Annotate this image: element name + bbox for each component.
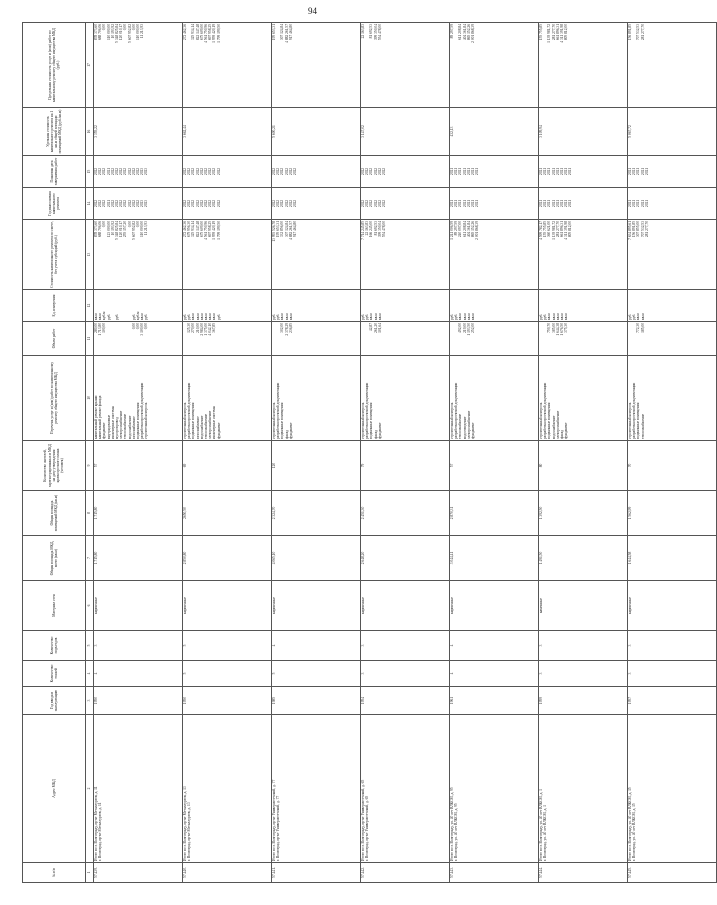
floors-cell: 3 xyxy=(628,661,717,687)
premises-area-cell: 2 324,70 xyxy=(272,491,361,536)
volume-cell: 772,30 185,00 xyxy=(628,322,717,356)
header-row xyxy=(23,23,86,883)
volume-cell: 125,30 270,00 210,00 2 984,00 1 375,00 4 042,10 367,85 xyxy=(183,322,272,356)
year-built-cell: 1961 xyxy=(450,687,539,715)
column-number: 2 xyxy=(86,715,94,863)
address-cell: Итого по г. Волгограду, пр-кт Университетский, д. 77 г. Волгоград, пр-кт Университетский, д. 77 xyxy=(272,715,361,863)
cost-limit-cell: 22 163,83 81 692,53 399 350,04 554 478,00 xyxy=(361,23,450,108)
cost-limit-cell: 155 755,85 1 139 981,72 281 277,70 661 896,31 4 311 391,98 805 812,00 xyxy=(539,23,628,108)
header-cell: Адрес МКД xyxy=(23,715,86,863)
year-built-cell: 1950 xyxy=(183,687,272,715)
cost-limit-cell: 195 653,31 307 124,84 4 882 261,57 917 464,80 xyxy=(272,23,361,108)
column-number: 12 xyxy=(86,290,94,322)
works-list-cell: строительный контроль разработка проектной документации теплоснабжение водоотведение электроснабжение фундамент xyxy=(450,356,539,441)
wall-material-cell: кирпичные xyxy=(94,581,183,631)
row-number: 57.445. xyxy=(628,863,717,883)
header-cell: Общая площадь МКД, всего (кв.м) xyxy=(23,536,86,581)
repair-year-cell: 2021 2021 2021 2021 2021 2021 2021 xyxy=(450,188,539,220)
floors-cell: 3 xyxy=(539,661,628,687)
page-number: 94 xyxy=(308,6,317,16)
total-area-cell: 2 850,80 xyxy=(183,536,272,581)
wall-material-cell: кирпичные xyxy=(183,581,272,631)
wall-material-cell: кирпичные xyxy=(450,581,539,631)
total-area-cell: 4 065,10 xyxy=(272,536,361,581)
residents-cell: 57 xyxy=(450,441,539,491)
total-area-cell: 1 644,58 xyxy=(628,536,717,581)
volume-cell: 302,00 2 378,29 236,85 xyxy=(272,322,361,356)
address-cell: Итого по г. Волгограду, пр-кт Университетский, д. 65 г. Волгоград, пр-кт Университетский, д. 65 xyxy=(361,715,450,863)
year-built-cell: 1957 xyxy=(628,687,717,715)
wall-material-cell: кирпичные xyxy=(272,581,361,631)
building-row xyxy=(628,23,717,883)
wall-material-cell: каменные xyxy=(539,581,628,631)
row-number: 57.444. xyxy=(539,863,628,883)
unit-cell: руб. руб. кв.м кв.м кв.м кв.м кв.м xyxy=(539,290,628,322)
unit-cell: руб. руб. кв.м кв.м кв.м кв.м кв.м кв.м руб. xyxy=(183,290,272,322)
entrances-cell: 5 xyxy=(183,631,272,661)
address-cell: Итого по г. Волгограду, пр-кт Металлургов, д. 11 г. Волгоград, пр-кт Металлургов, д. 11 xyxy=(94,715,183,863)
column-number: 4 xyxy=(86,661,94,687)
unit-cell: руб. руб. кв.м кв.м кв.м xyxy=(272,290,361,322)
floors-cell: 4 xyxy=(94,661,183,687)
year-built-cell: 1959 xyxy=(539,687,628,715)
column-number: 6 xyxy=(86,581,94,631)
column-number: 10 xyxy=(86,356,94,441)
residents-cell: 70 xyxy=(628,441,717,491)
unit-cell: кв.м кв.м куб.м руб. руб. руб. куб.м кв.м руб. xyxy=(94,290,183,322)
unit-cost-cell: 3 147,02 xyxy=(361,108,450,156)
premises-area-cell: 1 392,50 xyxy=(539,491,628,536)
floors-cell: 5 xyxy=(183,661,272,687)
year-built-cell: 1954 xyxy=(361,687,450,715)
volume-cell: 42,87 261,20 101,64 xyxy=(361,322,450,356)
end-date-cell: 2022 2022 2022 2022 2022 2022 xyxy=(361,156,450,188)
cost-cell: 7 634 895,61 156 891,85 307 855,00 707 532,53 281 277,70 xyxy=(628,220,717,290)
header-cell: № п/п xyxy=(23,863,86,883)
row-number: 57.439. xyxy=(94,863,183,883)
cost-limit-cell: 156 891,85 707 532,53 281 277,70 xyxy=(628,23,717,108)
floors-cell: 4 xyxy=(450,661,539,687)
capital-repair-table xyxy=(22,22,717,883)
residents-cell: 69 xyxy=(183,441,272,491)
building-row xyxy=(361,23,450,883)
repair-year-cell: 2022 2022 2022 2022 2022 2022 xyxy=(361,188,450,220)
repair-year-cell: 2021 2021 2021 2021 2021 2021 2021 2021 xyxy=(539,188,628,220)
header-cell: Количество этажей xyxy=(23,661,86,687)
unit-cell: руб. руб. кв.м кв.м кв.м xyxy=(361,290,450,322)
wall-material-cell: кирпичные xyxy=(361,581,450,631)
unit-cost-cell: 3 109,94 xyxy=(539,108,628,156)
repair-year-cell: 2022 2022 2022 2021 2022 2022 2022 2022 2022 2022 2022 2023 2023 xyxy=(94,188,183,220)
header-cell: Материал стен xyxy=(23,581,86,631)
column-number: 11 xyxy=(86,322,94,356)
building-row xyxy=(272,23,361,883)
column-number: 7 xyxy=(86,536,94,581)
volume-cell: 492,00 219,00 1 193,50 252,00 xyxy=(450,322,539,356)
works-list-cell: строительный контроль разработка проектной документации подвальные помещения фасад фундамент xyxy=(272,356,361,441)
unit-cost-cell: 432,13 xyxy=(450,108,539,156)
works-list-cell: строительный контроль разработка проектной документации подвальные помещения водоснабжение электроснабжение фасад фундамент xyxy=(539,356,628,441)
entrances-cell: 4 xyxy=(450,631,539,661)
column-number: 8 xyxy=(86,491,94,536)
works-list-cell: капитальный ремонт крыши капитальный ремонт фасада фундамент внутридомовые инженерные системы мусоропровод электроснабжение теплоснабжение водоснабжение газоснабжение подвальные помещения разработка проектной документации строительный контроль xyxy=(94,356,183,441)
entrances-cell: 3 xyxy=(94,631,183,661)
end-date-cell: 2021 2021 2021 2021 2021 xyxy=(628,156,717,188)
entrances-cell: 3 xyxy=(628,631,717,661)
header-cell: Общая площадь помещений МКД (кв.м) xyxy=(23,491,86,536)
premises-area-cell: 2 451,30 xyxy=(361,491,450,536)
end-date-cell: 2022 2022 2022 2022 2022 2022 xyxy=(272,156,361,188)
building-row xyxy=(183,23,272,883)
floors-cell: 5 xyxy=(272,661,361,687)
header-cell: Объем работ xyxy=(23,322,86,356)
repair-year-cell: 2021 2021 2021 2021 2021 xyxy=(628,188,717,220)
column-number: 3 xyxy=(86,687,94,715)
residents-cell: 120 xyxy=(272,441,361,491)
unit-cell: руб. руб. кв.м кв.м xyxy=(628,290,717,322)
building-row xyxy=(450,23,539,883)
column-number: 16 xyxy=(86,108,94,156)
building-row xyxy=(94,23,183,883)
residents-cell: 79 xyxy=(361,441,450,491)
row-number: 57.443. xyxy=(450,863,539,883)
unit-cell: руб. руб. кв.м кв.м кв.м кв.м xyxy=(450,290,539,322)
header-cell: Количество жителей, зарегистрированных в МКД на дату утверждения краткосрочного плана (человек) xyxy=(23,441,86,491)
year-built-cell: 1985 xyxy=(272,687,361,715)
unit-cost-cell: 5 600,21 xyxy=(272,108,361,156)
header-cell: Количество подъездов xyxy=(23,631,86,661)
premises-area-cell: 1 715,80 xyxy=(94,491,183,536)
header-cell: Год ввода в эксплуатацию xyxy=(23,687,86,715)
column-number: 9 xyxy=(86,441,94,491)
header-cell: Год выполнения капитального ремонта xyxy=(23,188,86,220)
total-area-cell: 1 491,50 xyxy=(539,536,628,581)
residents-cell: 57 xyxy=(94,441,183,491)
works-list-cell: строительный контроль разработка проектной документации подвальные помещения теплоснабжение xyxy=(628,356,717,441)
column-number: 15 xyxy=(86,156,94,188)
volume-cell: 280,00 1 713,80 100,00 0,00 0,00 3 100,00 0,00 xyxy=(94,322,183,356)
premises-area-cell: 2650,50 xyxy=(183,491,272,536)
cost-cell: 7 714 245,85 22 163,83 166 245,00 81 692,53 399 350,04 554 478,00 xyxy=(361,220,450,290)
premises-area-cell: 2 870,31 xyxy=(450,491,539,536)
address-cell: Итого по г. Волгограду, ул. 40 лет ВЛКСМ, д. 1 г. Волгоград, ул. 40 лет ВЛКСМ, д. 1 xyxy=(539,715,628,863)
building-row xyxy=(539,23,628,883)
cost-cell: 4 599 782,17 155 755,85 360 621,00 1 139 981,72 281 277,70 661 896,31 4 311 391,98 805 812,00 xyxy=(539,220,628,290)
residents-cell: 80 xyxy=(539,441,628,491)
year-built-cell: 1950 xyxy=(94,687,183,715)
header-cell: Перечень услуг и (или) работ по капитальному ремонту общего имущества МКД xyxy=(23,356,86,441)
header-cell: Предельная стоимость услуг и (или) работ по капитальному ремонту общего имущества МКД (руб.) xyxy=(23,23,86,108)
cost-limit-cell: 878 373,60 688 706,06 0,00 110 000,00 10 193,92 5 348 825,84 120 010,17 0,00 5 607 952,82 0,00 110 000,00 11 213,93 xyxy=(94,23,183,108)
header-cell: Удельная стоимость капитального ремонта на 1 кв.м общей площади помещений МКД (руб./кв.м) xyxy=(23,108,86,156)
column-number: 14 xyxy=(86,188,94,220)
row-number: 57.442. xyxy=(361,863,450,883)
repair-year-cell: 2022 2022 2022 2022 2022 2022 xyxy=(272,188,361,220)
repair-year-cell: 2022 2022 2022 2022 2022 2022 2022 2022 2022 xyxy=(183,188,272,220)
end-date-cell: 2022 2022 2022 2022 2022 2022 2022 2022 2022 xyxy=(183,156,272,188)
header-cell: Плановая дата завершения работ xyxy=(23,156,86,188)
column-number: 1 xyxy=(86,863,94,883)
premises-area-cell: 1 562,99 xyxy=(628,491,717,536)
cost-cell: 1 241 006,59 89 297,59 240 097,00 611 208,84 404 361,84 865 152,26 2 001 868,39 xyxy=(450,220,539,290)
address-cell: Итого по г. Волгограду, ул. 40 лет ВЛКСМ, д. 15 г. Волгоград, ул. 40 лет ВЛКСМ, д. 15 xyxy=(628,715,717,863)
entrances-cell: 3 xyxy=(539,631,628,661)
entrances-cell: 4 xyxy=(272,631,361,661)
row-number: 57.440. xyxy=(183,863,272,883)
header-cell: Ед. измерения xyxy=(23,290,86,322)
works-list-cell: строительный контроль разработка проектной документации подвальные помещения фасад фундамент xyxy=(361,356,450,441)
wall-material-cell: кирпичные xyxy=(628,581,717,631)
cost-cell: 878 373,60 688 706,06 0,00 123 000,00 10 193,92 5 348 825,84 120 010,17 255 157,20 0,00 5 607 952,82 0,00 110 000,00 11 213,93 xyxy=(94,220,183,290)
unit-cost-cell: 5 067,72 xyxy=(628,108,717,156)
floors-cell: 3 xyxy=(361,661,450,687)
column-number: 13 xyxy=(86,220,94,290)
column-number-row xyxy=(86,23,94,883)
cost-limit-cell: 89 297,59 611 208,84 404 361,84 865 152,26 2 001 868,39 xyxy=(450,23,539,108)
works-list-cell: строительный контроль разработка проектной документации подвальные помещения газоснабжение водоснабжение теплоснабжение электроснабжение инженерные системы фундамент xyxy=(183,356,272,441)
cost-cell: 272 462,36 679 956,30 325 934,14 822 147,48 675 609,00 4 561 750,96 697 958,25 1 959 420,19 1 799 199,50 xyxy=(183,220,272,290)
row-number: 57.441. xyxy=(272,863,361,883)
address-cell: Итого по г. Волгограду, пр-кт Металлургов, д. 13 г. Волгоград, пр-кт Металлургов, д. 13 xyxy=(183,715,272,863)
cost-cell: 13 993 526,78 195 653,31 332 856,00 307 124,84 4 882 261,57 917 464,80 xyxy=(272,220,361,290)
total-area-cell: 2 648,20 xyxy=(361,536,450,581)
volume-cell: 759,70 385,00 1 644,38 1 676,50 375,30 xyxy=(539,322,628,356)
column-number: 5 xyxy=(86,631,94,661)
end-date-cell: 2021 2021 2021 2021 2021 2021 2021 xyxy=(450,156,539,188)
end-date-cell: 2021 2021 2021 2021 2021 2021 2021 2021 xyxy=(539,156,628,188)
total-area-cell: 1 715,80 xyxy=(94,536,183,581)
cost-limit-cell: 272 462,36 325 934,14 822 147,48 675 609,00 4 561 750,96 697 958,25 1 959 420,19 1 799 199,50 xyxy=(183,23,272,108)
address-cell: Итого по г. Волгограду, ул. 40 лет ВЛКСМ, д. 95 г. Волгоград, ул. 40 лет ВЛКСМ, д. 95 xyxy=(450,715,539,863)
unit-cost-cell: 3 662,44 xyxy=(183,108,272,156)
end-date-cell: 2022 2022 2022 2021 2022 2022 2022 2022 2022 2022 2022 2023 2023 xyxy=(94,156,183,188)
header-cell: Стоимость капитального ремонта по смете, без учета субсидий (руб.) xyxy=(23,220,86,290)
column-number: 17 xyxy=(86,23,94,108)
unit-cost-cell: 3 355,22 xyxy=(94,108,183,156)
entrances-cell: 3 xyxy=(361,631,450,661)
total-area-cell: 3 044,41 xyxy=(450,536,539,581)
